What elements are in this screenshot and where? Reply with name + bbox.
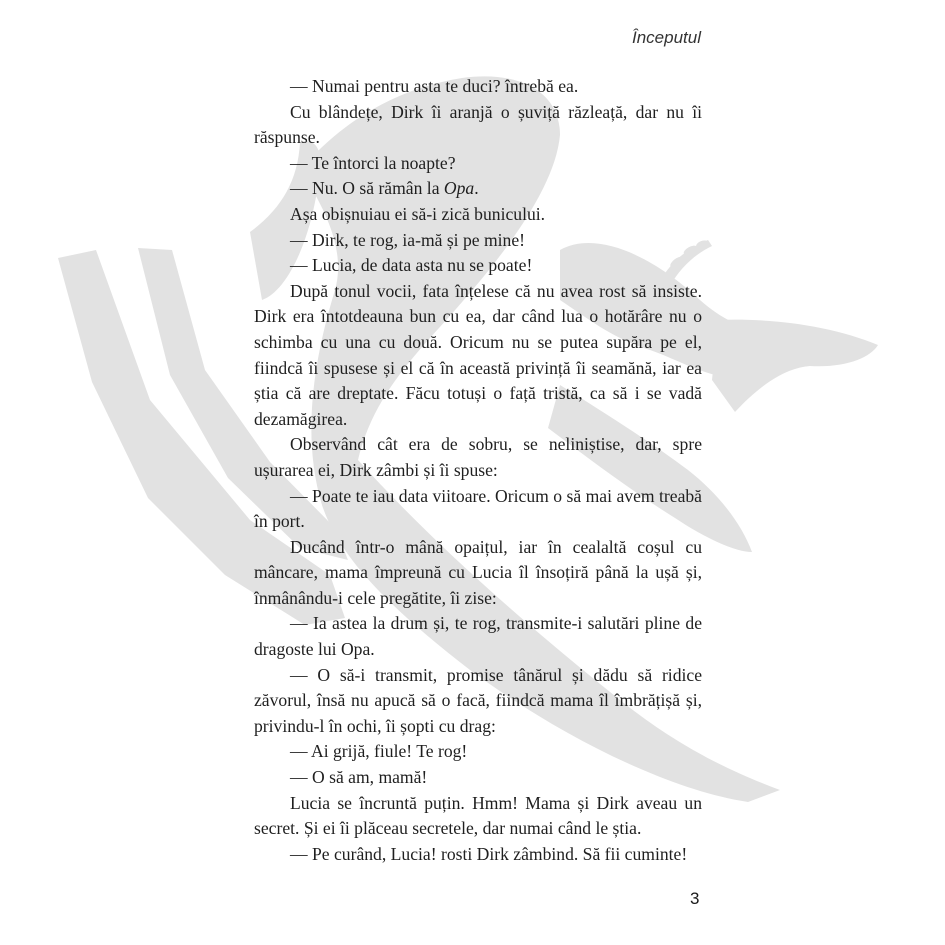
paragraph: — Numai pentru asta te duci? întrebă ea. — [290, 76, 579, 96]
paragraph: Ducând într-o mână opaițul, iar în cealaltă coșul cu mâncare, mama împreună cu Lucia îl însoțiră până la ușă și, înmânându-i cele pregătite, îi zise: — [254, 536, 702, 608]
paragraph — [254, 176, 702, 202]
paragraph: Cu blândețe, Dirk îi aranjă o șuviță răzleață, dar nu îi răspunse. — [254, 101, 702, 148]
paragraph: — Pe curând, Lucia! rosti Dirk zâmbind. Să fii cuminte! — [290, 843, 688, 864]
paragraph: Așa obișnuiau ei să-i zică bunicului. — [290, 203, 546, 224]
paragraph: — Ai grijă, fiule! Te rog! — [290, 741, 468, 762]
paragraph: După tonul vocii, fata înțelese că nu avea rost să insiste. Dirk era întotdeauna bun cu ea, dar când lua o hotărâre nu o schimba cu una cu două. Oricum nu se putea supăra pe el, fiindcă îi spusese și el că în această privință îi seamănă, iar ea știa că are dreptate. Făcu totuși o față tristă, ca să i se vadă dezamăgirea. — [254, 280, 702, 429]
paragraph: — Poate te iau data viitoare. Oricum o să mai avem treabă în port. — [254, 485, 702, 532]
running-header-title: Începutul — [632, 28, 701, 47]
paragraph-text: . — [474, 178, 479, 199]
paragraph: — Te întorci la noapte? — [290, 152, 456, 173]
paragraph: — O să am, mamă! — [290, 767, 428, 788]
italic-word: Opa — [443, 178, 475, 199]
paragraph: Lucia se încruntă puțin. Hmm! Mama și Dirk aveau un secret. Și ei îi plăceau secretele, dar numai când le știa. — [254, 792, 702, 839]
paragraph: Observând cât era de sobru, se neliniștise, dar, spre ușurarea ei, Dirk zâmbi și îi spuse: — [254, 434, 702, 480]
paragraph: — Dirk, te rog, ia-mă și pe mine! — [290, 229, 526, 250]
paragraph-text: — Nu. O să rămân la — [290, 178, 444, 199]
paragraph: — Ia astea la drum și, te rog, transmite-i salutări pline de dragoste lui Opa. — [254, 613, 702, 660]
paragraph: — Lucia, de data asta nu se poate! — [290, 255, 533, 276]
body-text — [254, 74, 702, 867]
paragraph: — O să-i transmit, promise tânărul și dădu să ridice zăvorul, însă nu apucă să o facă, fiindcă mama îl îmbrățișă și, privindu-l în ochi, îi șopti cu drag: — [254, 664, 702, 736]
page-number: 3 — [690, 889, 700, 908]
watermark-dove-wing-right — [712, 320, 878, 412]
